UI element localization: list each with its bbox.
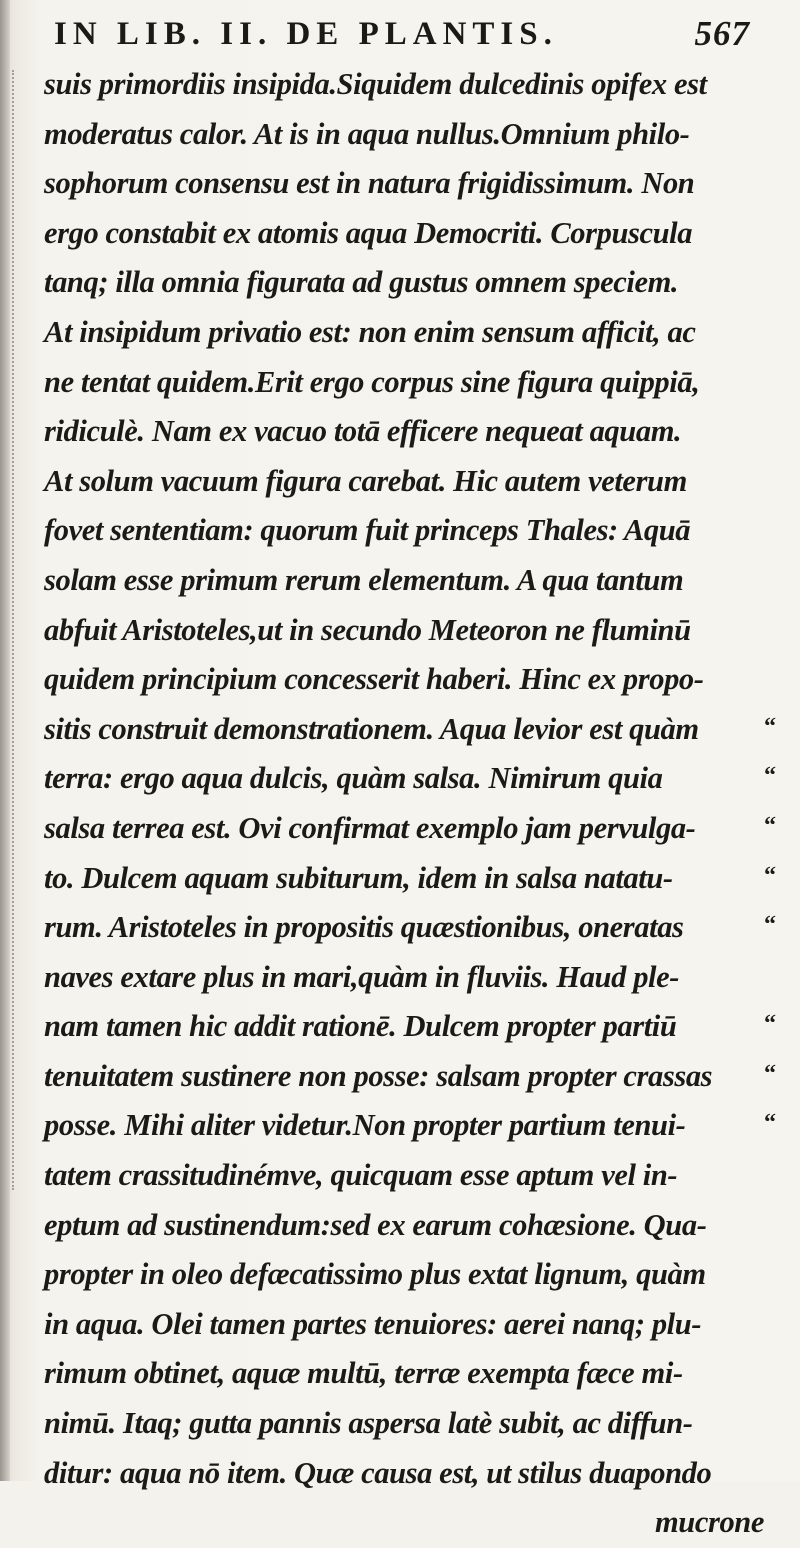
text-line: [20, 209, 790, 259]
text-line: [20, 1052, 790, 1102]
text-line: [20, 655, 790, 705]
text-line: [20, 1250, 790, 1300]
line-text: tenuitatem sustinere non posse: salsam propter crassas: [44, 1058, 713, 1093]
catchword: mucrone: [654, 1505, 764, 1540]
catchword-line: [20, 1498, 790, 1548]
page-number: 567: [694, 14, 750, 53]
text-line: [20, 110, 790, 160]
line-text: quidem principium concesserit haberi. Hinc ex propo-: [44, 662, 704, 697]
line-text: nimū. Itaq; gutta pannis aspersa latè subit, ac diffun-: [44, 1406, 693, 1441]
text-line: [20, 1399, 790, 1449]
text-line: [20, 407, 790, 457]
line-text: moderatus calor. At is in aqua nullus.Omnium philo-: [44, 116, 690, 151]
text-line: [20, 258, 790, 308]
margin-quote-mark: “: [764, 862, 776, 889]
line-text: nam tamen hic addit rationē. Dulcem propter partiū: [44, 1009, 677, 1044]
line-text: to. Dulcem aquam subiturum, idem in salsa natatu-: [44, 860, 673, 895]
margin-quote-mark: “: [764, 912, 776, 939]
line-text: fovet sententiam: quorum fuit princeps Thales: Aquā: [44, 513, 691, 548]
line-text: propter in oleo defæcatissimo plus extat lignum, quàm: [44, 1257, 706, 1292]
text-line: [20, 1449, 790, 1499]
margin-quote-mark: “: [764, 812, 776, 839]
line-text: ergo constabit ex atomis aqua Democriti. Corpuscula: [44, 215, 693, 250]
text-line: [20, 1201, 790, 1251]
text-block: [20, 60, 790, 1548]
margin-quote-mark: “: [764, 1110, 776, 1137]
line-text: abfuit Aristoteles,ut in secundo Meteoron ne fluminū: [44, 612, 691, 647]
text-line: [20, 358, 790, 408]
text-line: [20, 903, 790, 953]
line-text: suis primordiis insipida.Siquidem dulcedinis opifex est: [44, 67, 707, 101]
line-text: solam esse primum rerum elementum. A qua tantum: [44, 562, 684, 597]
page-binding-edge: [0, 0, 10, 1481]
text-line: [20, 556, 790, 606]
line-text: posse. Mihi aliter videtur.Non propter partium tenui-: [44, 1108, 686, 1143]
text-line: [20, 1349, 790, 1399]
text-line: [20, 754, 790, 804]
margin-quote-mark: “: [764, 713, 776, 740]
line-text: sophorum consensu est in natura frigidissimum. Non: [44, 166, 695, 201]
text-line: [20, 60, 790, 110]
margin-quote-mark: “: [764, 763, 776, 790]
line-text: ne tentat quidem.Erit ergo corpus sine figura quippiā,: [44, 364, 700, 399]
line-text: tatem crassitudinémve, quicquam esse aptum vel in-: [44, 1158, 678, 1193]
text-line: [20, 705, 790, 755]
line-text: naves extare plus in mari,quàm in fluviis. Haud ple-: [44, 959, 680, 994]
text-line: [20, 1300, 790, 1350]
margin-quote-mark: “: [764, 1011, 776, 1038]
text-line: [20, 1002, 790, 1052]
line-text: terra: ergo aqua dulcis, quàm salsa. Nimirum quia: [44, 761, 663, 796]
text-line: [20, 159, 790, 209]
line-text: eptum ad sustinendum:sed ex earum cohæsione. Qua-: [44, 1207, 707, 1242]
running-head: IN LIB. II. DE PLANTIS.: [54, 16, 558, 52]
line-text: tanq; illa omnia figurata ad gustus omnem speciem.: [44, 265, 679, 300]
text-line: [20, 854, 790, 904]
line-text: rum. Aristoteles in propositis quæstionibus, oneratas: [44, 910, 684, 945]
text-line: [20, 1151, 790, 1201]
text-line: [20, 308, 790, 358]
text-line: [20, 1101, 790, 1151]
line-text: sitis construit demonstrationem. Aqua levior est quàm: [44, 711, 699, 746]
text-line: [20, 506, 790, 556]
line-text: At insipidum privatio est: non enim sensum afficit, ac: [44, 314, 696, 349]
text-line: [20, 457, 790, 507]
line-text: in aqua. Olei tamen partes tenuiores: aerei nanq; plu-: [44, 1306, 702, 1341]
text-line: [20, 953, 790, 1003]
line-text: salsa terrea est. Ovi confirmat exemplo jam pervulga-: [44, 810, 696, 845]
margin-quote-mark: “: [764, 1060, 776, 1087]
text-line: [20, 606, 790, 656]
text-line: [20, 804, 790, 854]
page-header: [54, 16, 774, 60]
line-text: rimum obtinet, aquæ multū, terræ exempta fæce mi-: [44, 1356, 683, 1391]
line-text: ridiculè. Nam ex vacuo totā efficere nequeat aquam.: [44, 414, 682, 449]
line-text: At solum vacuum figura carebat. Hic autem veterum: [44, 463, 687, 498]
line-text: ditur: aqua nō item. Quæ causa est, ut stilus duapondo: [44, 1455, 712, 1490]
